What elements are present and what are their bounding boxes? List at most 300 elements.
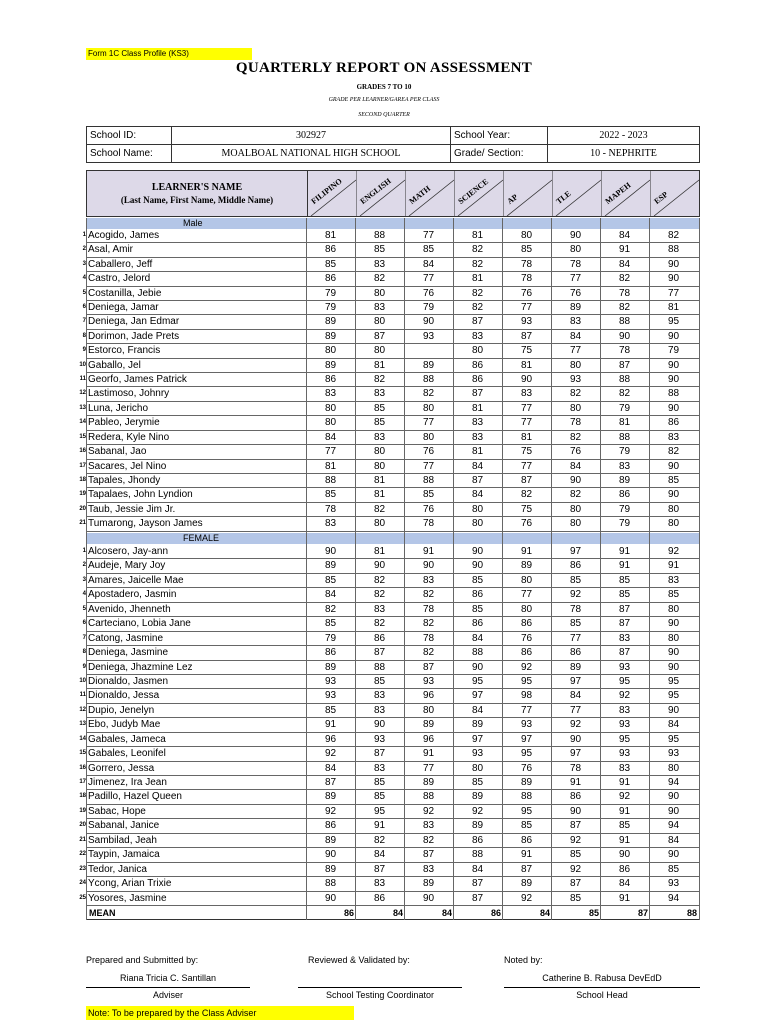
form-label: Form 1C Class Profile (KS3) [86, 48, 252, 60]
grade-cell: 81 [373, 546, 386, 557]
grade-cell: 90 [324, 546, 337, 557]
grade-cell: 82 [373, 589, 386, 601]
grade-cell: 89 [569, 302, 582, 314]
grade-cell: 77 [569, 704, 582, 716]
row-number: 6 [82, 620, 86, 627]
grade-cell: 84 [373, 849, 386, 861]
grade-cell: 86 [520, 834, 533, 846]
grade-cell: 80 [373, 316, 386, 328]
grade-cell: 90 [569, 230, 582, 241]
grade-cell: 88 [471, 849, 484, 861]
prepared-by-name: Riana Tricia C. Santillan [119, 973, 217, 983]
grade-cell: 79 [618, 446, 631, 458]
grade-cell: 83 [373, 388, 386, 400]
grade-cell: 76 [520, 762, 533, 774]
grade-cell: 81 [520, 359, 533, 371]
learner-name: Carteciano, Lobia Jane [88, 618, 191, 630]
grade-cell: 91 [618, 546, 631, 557]
grade-cell: 76 [422, 503, 435, 515]
mean-row [86, 907, 700, 920]
grade-cell: 82 [422, 647, 435, 659]
row-number: 15 [79, 433, 86, 440]
learner-name: Amares, Jaicelle Mae [88, 574, 184, 586]
table-row [82, 632, 700, 646]
row-number: 17 [79, 462, 86, 469]
grade-cell: 92 [618, 690, 631, 702]
grade-cell: 85 [520, 244, 533, 256]
noted-by-role: School Head [576, 990, 628, 1000]
subject-header-ap [503, 171, 552, 216]
grade-cell: 88 [667, 244, 680, 256]
grade-cell: 83 [373, 704, 386, 716]
table-row [82, 545, 700, 559]
grade-cell: 77 [569, 345, 582, 357]
learner-name: Tapales, Jhondy [88, 474, 161, 486]
grade-cell: 86 [569, 560, 582, 572]
table-row [79, 848, 700, 862]
grade-cell: 88 [422, 474, 435, 486]
row-number: 9 [82, 347, 86, 354]
grade-cell: 97 [520, 733, 533, 745]
male-grades-list [79, 229, 700, 532]
grade-cell: 80 [569, 402, 582, 414]
grade-cell: 76 [569, 287, 582, 299]
grade-cell: 88 [373, 230, 386, 241]
grade-cell: 80 [471, 762, 484, 774]
grade-cell: 92 [569, 863, 582, 875]
learner-name: Pableo, Jerymie [88, 417, 160, 429]
grade-cell: 93 [422, 330, 435, 342]
grade-cell: 88 [618, 431, 631, 443]
grade-cell: 83 [373, 762, 386, 774]
table-row [79, 474, 700, 488]
grade-cell: 97 [471, 733, 484, 745]
grade-cell: 91 [618, 892, 631, 904]
grade-cell: 92 [569, 719, 582, 731]
row-number: 18 [79, 476, 86, 483]
subject-header-tle [552, 171, 601, 216]
grade-cell: 81 [667, 302, 680, 314]
grade-cell: 95 [618, 675, 631, 687]
table-row [82, 559, 700, 573]
grade-cell: 82 [618, 273, 631, 285]
grade-cell: 80 [373, 518, 386, 530]
grade-cell: 92 [520, 661, 533, 673]
grade-cell: 91 [569, 777, 582, 788]
table-row [82, 646, 700, 660]
grade-cell: 84 [667, 834, 680, 846]
school-year-label: School Year: [451, 127, 548, 145]
grade-cell: 84 [471, 632, 484, 644]
school-id-label: School ID: [87, 127, 172, 145]
grade-cell: 81 [520, 431, 533, 443]
grade-cell: 86 [324, 647, 337, 659]
grade-cell: 84 [471, 704, 484, 716]
grade-cell: 93 [618, 719, 631, 731]
row-number: 14 [79, 735, 86, 742]
grade-cell: 85 [520, 820, 533, 832]
table-row [79, 402, 700, 416]
grade-cell: 90 [471, 546, 484, 557]
grade-cell: 89 [422, 719, 435, 731]
grade-cell: 90 [667, 359, 680, 371]
grade-cell: 78 [520, 273, 533, 285]
table-row [79, 675, 700, 689]
grade-cell: 85 [324, 489, 337, 501]
learner-name: Tumarong, Jayson James [88, 518, 203, 530]
grade-cell: 87 [471, 474, 484, 486]
grade-cell: 85 [373, 777, 386, 788]
grade-cell: 82 [373, 503, 386, 515]
grade-cell: 81 [324, 460, 337, 472]
subject-label: FILIPINO [309, 176, 344, 206]
learner-name: Gabales, Jameca [88, 733, 166, 745]
grade-cell: 93 [324, 690, 337, 702]
grade-cell: 83 [520, 388, 533, 400]
grade-cell: 78 [569, 258, 582, 270]
grade-cell: 77 [520, 460, 533, 472]
grade-cell: 91 [667, 560, 680, 572]
learner-name-header-format: (Last Name, First Name, Middle Name) [120, 195, 274, 205]
grades-table-header [86, 170, 700, 217]
grade-cell: 83 [569, 316, 582, 328]
mean-value: 86 [490, 908, 501, 918]
mean-value: 88 [686, 908, 697, 918]
grade-cell: 77 [324, 446, 337, 458]
learner-name: Audeje, Mary Joy [88, 560, 166, 572]
grade-cell: 94 [667, 820, 680, 832]
row-number: 15 [79, 750, 86, 757]
grade-cell: 79 [618, 518, 631, 530]
row-number: 2 [82, 562, 86, 569]
male-section-label: Male [86, 218, 700, 229]
subject-label: SCIENCE [456, 177, 491, 206]
grade-cell: 76 [520, 632, 533, 644]
grade-cell: 89 [471, 820, 484, 832]
grade-cell: 85 [667, 474, 680, 486]
table-row [79, 488, 700, 502]
grade-cell: 77 [422, 460, 435, 472]
table-row [79, 718, 700, 732]
grade-cell: 81 [471, 446, 484, 458]
grade-cell: 83 [373, 302, 386, 314]
grade-cell: 79 [667, 345, 680, 357]
school-year-value: 2022 - 2023 [548, 127, 700, 145]
grade-cell: 93 [618, 661, 631, 673]
row-number: 5 [82, 605, 86, 612]
grade-cell: 86 [569, 647, 582, 659]
learner-name: Costanilla, Jebie [88, 287, 162, 299]
grade-cell: 88 [471, 647, 484, 659]
grade-cell: 89 [471, 719, 484, 731]
grade-cell: 95 [373, 805, 386, 817]
grade-cell: 95 [471, 675, 484, 687]
subject-label: MAPEH [603, 180, 633, 206]
grid-column-line [404, 218, 405, 920]
table-row [82, 258, 700, 272]
header-edge [699, 171, 713, 216]
grade-cell: 80 [471, 518, 484, 530]
grade-cell: 96 [422, 733, 435, 745]
grade-cell: 83 [471, 330, 484, 342]
grade-cell: 80 [520, 230, 533, 241]
grade-cell: 91 [618, 560, 631, 572]
learner-name: Georfo, James Patrick [88, 374, 187, 386]
grade-cell: 88 [520, 791, 533, 803]
grade-cell: 93 [373, 733, 386, 745]
grade-cell: 93 [618, 748, 631, 760]
grade-cell: 95 [667, 675, 680, 687]
row-number: 4 [82, 591, 86, 598]
grade-section-value: 10 - NEPHRITE [548, 145, 700, 163]
grade-cell: 84 [618, 230, 631, 241]
grade-cell: 87 [618, 359, 631, 371]
grade-cell: 91 [520, 546, 533, 557]
grade-cell: 87 [471, 878, 484, 890]
grid-column-line [649, 218, 650, 920]
grade-cell: 84 [667, 719, 680, 731]
grade-cell: 79 [324, 287, 337, 299]
grade-cell: 90 [520, 374, 533, 386]
grade-cell: 83 [618, 762, 631, 774]
row-number: 12 [79, 706, 86, 713]
grade-cell: 80 [667, 603, 680, 615]
grade-cell: 82 [422, 834, 435, 846]
grade-cell: 82 [471, 302, 484, 314]
grade-cell: 82 [618, 302, 631, 314]
grade-cell: 90 [422, 316, 435, 328]
row-number: 24 [79, 880, 86, 887]
grade-cell: 87 [471, 892, 484, 904]
grade-cell: 89 [618, 474, 631, 486]
grade-cell: 90 [667, 704, 680, 716]
grade-cell: 92 [422, 805, 435, 817]
grade-cell: 95 [667, 690, 680, 702]
mean-value: 84 [441, 908, 452, 918]
grade-cell: 86 [471, 834, 484, 846]
grade-cell: 93 [520, 719, 533, 731]
grade-cell: 95 [667, 316, 680, 328]
grade-cell: 75 [520, 503, 533, 515]
grade-cell: 85 [373, 791, 386, 803]
grade-cell: 88 [373, 661, 386, 673]
grade-cell: 78 [422, 632, 435, 644]
grade-cell: 83 [324, 518, 337, 530]
table-row [79, 416, 700, 430]
row-number: 1 [82, 232, 86, 238]
grade-cell: 85 [618, 820, 631, 832]
grade-cell: 79 [324, 632, 337, 644]
grade-cell: 91 [618, 777, 631, 788]
grade-cell: 85 [471, 574, 484, 586]
table-row [79, 834, 700, 848]
grade-cell: 87 [324, 777, 337, 788]
grade-cell: 96 [324, 733, 337, 745]
grade-cell: 83 [618, 460, 631, 472]
subject-header-mapeh [601, 171, 650, 216]
grade-cell: 82 [422, 388, 435, 400]
grade-cell: 91 [422, 748, 435, 760]
grade-cell: 81 [618, 417, 631, 429]
row-number: 19 [79, 491, 86, 498]
learner-name: Catong, Jasmine [88, 632, 164, 644]
table-row [82, 344, 700, 358]
grade-cell: 80 [422, 402, 435, 414]
mean-value: 87 [637, 908, 648, 918]
grade-cell: 82 [422, 589, 435, 601]
grade-cell: 78 [618, 287, 631, 299]
grade-cell: 89 [324, 330, 337, 342]
subject-header-esp [650, 171, 699, 216]
grade-cell: 93 [422, 675, 435, 687]
table-row [79, 460, 700, 474]
grade-cell: 82 [324, 603, 337, 615]
table-row [79, 704, 700, 718]
table-row [79, 445, 700, 459]
grade-cell: 83 [373, 878, 386, 890]
grade-cell: 76 [569, 446, 582, 458]
grade-cell: 91 [520, 849, 533, 861]
row-number: 7 [82, 634, 86, 641]
grade-cell: 86 [471, 589, 484, 601]
grade-cell: 82 [373, 273, 386, 285]
grade-cell: 84 [569, 330, 582, 342]
grade-cell: 82 [667, 230, 680, 241]
grade-cell: 80 [569, 518, 582, 530]
table-row [79, 863, 700, 877]
grade-cell: 82 [520, 489, 533, 501]
subject-label: AP [505, 192, 520, 206]
grade-cell: 85 [569, 892, 582, 904]
grade-cell: 77 [667, 287, 680, 299]
grade-cell: 82 [373, 618, 386, 630]
grade-cell: 85 [667, 863, 680, 875]
grade-cell: 88 [422, 374, 435, 386]
table-row [82, 617, 700, 631]
grade-cell: 90 [373, 719, 386, 731]
row-number: 13 [79, 404, 86, 411]
grade-cell: 76 [422, 287, 435, 299]
grade-cell: 83 [422, 820, 435, 832]
grade-cell: 84 [569, 460, 582, 472]
grade-cell: 83 [324, 388, 337, 400]
grade-cell: 89 [324, 791, 337, 803]
grade-cell: 90 [471, 560, 484, 572]
school-info-table [86, 126, 700, 163]
grade-cell: 90 [667, 647, 680, 659]
grade-cell: 76 [520, 287, 533, 299]
grades-label: GRADES 7 TO 10 [356, 83, 412, 91]
mean-value: 84 [539, 908, 550, 918]
school-id-value: 302927 [172, 127, 451, 145]
grade-cell: 97 [569, 546, 582, 557]
grade-cell: 87 [618, 618, 631, 630]
grade-cell: 89 [422, 359, 435, 371]
grade-cell: 89 [422, 878, 435, 890]
grade-cell: 88 [618, 316, 631, 328]
grade-cell: 88 [422, 791, 435, 803]
mean-value: 84 [392, 908, 403, 918]
learner-name: Taub, Jessie Jim Jr. [88, 503, 176, 515]
learner-name: Gaballo, Jel [88, 359, 141, 371]
grade-cell: 80 [667, 503, 680, 515]
row-number: 10 [79, 677, 86, 684]
grade-cell: 75 [520, 345, 533, 357]
table-row [79, 747, 700, 761]
grade-cell: 80 [520, 574, 533, 586]
mean-value: 85 [588, 908, 599, 918]
grade-cell: 90 [373, 560, 386, 572]
grade-cell: 87 [569, 878, 582, 890]
table-row [79, 762, 700, 776]
grade-cell: 88 [667, 388, 680, 400]
grade-cell: 92 [324, 748, 337, 760]
learner-name: Ebo, Judyb Mae [88, 719, 161, 731]
grade-cell: 90 [667, 460, 680, 472]
grade-cell: 89 [324, 863, 337, 875]
grade-cell: 86 [324, 820, 337, 832]
grade-cell: 85 [324, 258, 337, 270]
grade-cell: 78 [520, 258, 533, 270]
grade-cell: 87 [569, 820, 582, 832]
grade-cell: 78 [569, 417, 582, 429]
grade-cell: 85 [569, 849, 582, 861]
grade-cell: 77 [422, 273, 435, 285]
grade-cell: 84 [471, 460, 484, 472]
school-name-label: School Name: [87, 145, 172, 163]
grade-cell: 79 [618, 503, 631, 515]
grade-cell: 83 [618, 704, 631, 716]
grade-cell: 90 [667, 273, 680, 285]
grade-cell: 84 [618, 258, 631, 270]
grade-cell: 90 [324, 892, 337, 904]
subject-header-science [454, 171, 503, 216]
grade-cell: 82 [471, 258, 484, 270]
learner-name: Sabanal, Janice [88, 820, 160, 832]
grade-cell: 80 [520, 603, 533, 615]
grade-cell: 77 [520, 704, 533, 716]
grid-column-line [551, 218, 552, 920]
row-number: 17 [79, 779, 86, 785]
learner-name: Dupio, Jenelyn [88, 704, 155, 716]
grade-cell: 80 [667, 632, 680, 644]
grade-cell: 77 [422, 417, 435, 429]
grade-cell: 90 [667, 791, 680, 803]
grade-cell: 85 [422, 489, 435, 501]
female-grades-list [79, 545, 700, 906]
grade-cell: 90 [324, 849, 337, 861]
grade-cell: 86 [520, 647, 533, 659]
learner-name: Padillo, Hazel Queen [88, 791, 182, 803]
grade-cell: 77 [520, 402, 533, 414]
grid-column-line [86, 218, 87, 920]
grade-cell: 84 [324, 431, 337, 443]
grade-cell: 82 [422, 618, 435, 630]
grade-cell: 85 [618, 589, 631, 601]
learner-name: Yosores, Jasmine [88, 892, 167, 904]
grade-cell: 83 [471, 431, 484, 443]
table-row [79, 503, 700, 517]
grade-cell: 80 [324, 402, 337, 414]
grade-cell: 83 [618, 632, 631, 644]
learner-name: Dionaldo, Jasmen [88, 675, 169, 687]
grade-cell: 93 [667, 748, 680, 760]
grade-cell: 88 [618, 374, 631, 386]
table-row [82, 315, 700, 329]
grade-cell: 89 [520, 777, 533, 788]
grade-cell: 92 [471, 805, 484, 817]
grade-cell: 89 [324, 316, 337, 328]
